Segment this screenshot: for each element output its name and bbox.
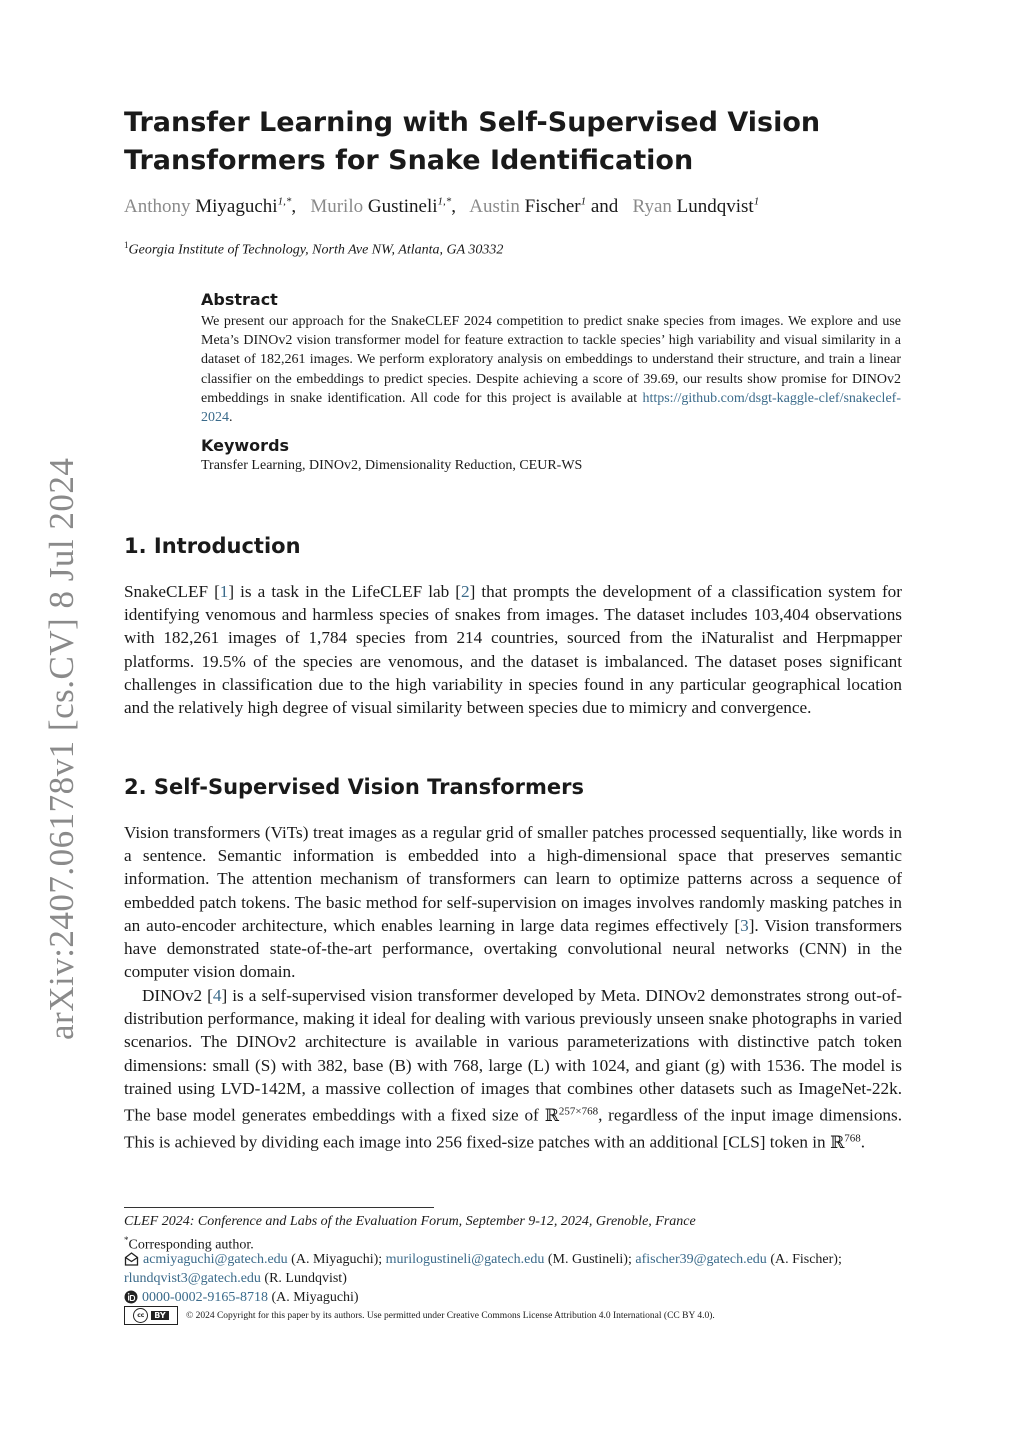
abstract-section	[201, 290, 901, 427]
email-link-fischer[interactable]: afischer39@gatech.edu	[635, 1252, 767, 1267]
math-r-768: ℝ$^{768}$	[829, 1131, 861, 1152]
email-link-gustineli[interactable]: murilogustineli@gatech.edu	[385, 1252, 545, 1267]
section-2-heading: 2. Self-Supervised Vision Transformers	[124, 775, 584, 799]
keywords-section	[201, 436, 901, 474]
affiliation: $^1$Georgia Institute of Technology, North Ave NW, Atlanta, GA 30332	[124, 240, 504, 258]
email-footnote: acmiyaguchi@gatech.edu (A. Miyaguchi); murilogustineli@gatech.edu (M. Gustineli); afischer39@gatech.edu (A. Fischer); rlundqvist3@gatech.edu (R. Lundqvist)	[124, 1252, 842, 1286]
abstract-text: We present our approach for the SnakeCLEF 2024 competition to predict snake species from images. We explore and use Meta’s DINOv2 vision transformer model for feature extraction to tackle species’ high variability and visual similarity in a dataset of 182,261 images. We perform exploratory analysis on embeddings to understand their structure, and train a linear classifier on the embeddings to predict species. Despite achieving a score of 39.69, our results show promise for DINOv2 embeddings in snake identification. All code for this project is available at https://github.com/dsgt-kaggle-clef/snakeclef-2024.	[201, 314, 901, 426]
title-line-2: Transformers for Snake Identification	[124, 145, 694, 176]
envelope-icon	[124, 1252, 139, 1266]
conference-footnote: CLEF 2024: Conference and Labs of the Evaluation Forum, September 9-12, 2024, Grenoble, France	[124, 1214, 696, 1229]
paper-title	[124, 104, 904, 180]
orcid-footnote: 0000-0002-9165-8718 (A. Miyaguchi)	[124, 1288, 904, 1307]
math-r-257x768: ℝ$^{257\times 768}$	[544, 1105, 599, 1125]
corresponding-author-footnote: *Corresponding author.	[124, 1235, 254, 1253]
orcid-icon	[124, 1290, 138, 1304]
author-3: Austin Fischer$^1$ and	[469, 196, 628, 218]
footnote-divider	[124, 1207, 434, 1208]
citation-1-link[interactable]: 1	[219, 582, 229, 601]
abstract-heading: Abstract	[201, 290, 278, 309]
email-link-lundqvist[interactable]: rlundqvist3@gatech.edu	[124, 1271, 261, 1286]
keywords-text: Transfer Learning, DINOv2, Dimensionality Reduction, CEUR-WS	[201, 458, 583, 473]
citation-2-link[interactable]: 2	[460, 582, 470, 601]
section-1-heading: 1. Introduction	[124, 534, 301, 558]
orcid-link[interactable]: 0000-0002-9165-8718	[142, 1290, 268, 1305]
by-icon: BY	[151, 1311, 168, 1320]
author-2: Murilo Gustineli$^{1,*}$,	[310, 196, 466, 218]
license-line	[124, 1306, 904, 1325]
github-repo-link[interactable]: https://github.com/dsgt-kaggle-clef/snakeclef-2024	[201, 390, 901, 426]
dinov2-paragraph: DINOv2 [4] is a self-supervised vision transformer developed by Meta. DINOv2 demonstrates strong out-of-distribution performance, making it ideal for dealing with various previously unseen snake photographs in varied scenarios. The DINOv2 architecture is available in various parameterizations with distinctive patch token dimensions: small (S) with 382, base (B) with 768, large (L) with 1024, and giant (g) with 1536. The model is trained using LVD-142M, a massive collection of images that combines other datasets such as ImageNet-22k. The base model generates embeddings with a fixed size of ℝ$^{257\times 768}$, regardless of the input image dimensions. This is achieved by dividing each image into 256 fixed-size patches with an additional [CLS] token in ℝ$^{768}$.	[124, 986, 902, 1152]
vit-paragraph: Vision transformers (ViTs) treat images as a regular grid of smaller patches processed sequentially, like words in a sentence. Semantic information is embedded into a high-dimensional space that preserves semantic information. The attention mechanism of transformers can learn to optimize patterns across a sequence of embedded patch tokens. The basic method for self-supervision on images involves randomly masking patches in an auto-encoder architecture, which enables learning in large data regimes effectively [3]. Vision transformers have demonstrated state-of-the-art performance, overtaking convolutional neural networks (CNN) in the computer vision domain.	[124, 823, 902, 982]
title-line-1: Transfer Learning with Self-Supervised Vision	[124, 107, 821, 138]
cc-by-license-badge	[124, 1306, 178, 1325]
citation-3-link[interactable]: 3	[740, 915, 749, 935]
keywords-heading: Keywords	[201, 436, 290, 455]
cc-icon: cc	[133, 1308, 148, 1323]
author-1: Anthony Miyaguchi$^{1,*}$,	[124, 196, 306, 218]
email-link-miyaguchi[interactable]: acmiyaguchi@gatech.edu	[143, 1252, 288, 1267]
license-text: © 2024 Copyright for this paper by its authors. Use permitted under Creative Commons License Attribution 4.0 International (CC BY 4.0).	[186, 1310, 715, 1321]
citation-4-link[interactable]: 4	[212, 986, 222, 1005]
author-list	[124, 196, 924, 218]
author-4: Ryan Lundqvist$^1$	[632, 196, 760, 218]
introduction-paragraph: SnakeCLEF [1] is a task in the LifeCLEF lab [2] that prompts the development of a classification system for identifying venomous and harmless species of snakes from images. The dataset includes 103,404 observations with 182,261 images of 1,784 species from 214 countries, sourced from the iNaturalist and Herpmapper platforms. 19.5% of the species are venomous, and the dataset is imbalanced. The dataset poses significant challenges in classification due to the high variability in species found in any particular geographical location and the relatively high degree of visual similarity between species due to mimicry and convergence.	[124, 582, 902, 718]
arxiv-identifier-stamp: arXiv:2407.06178v1 [cs.CV] 8 Jul 2024	[42, 457, 81, 1040]
